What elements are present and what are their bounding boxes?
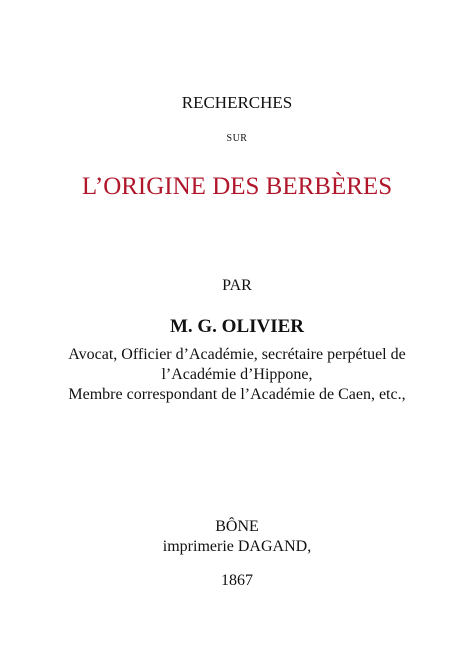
book-title: L’ORIGINE DES BERBÈRES [81, 173, 393, 200]
author-description-line: Membre correspondant de l’Académie de Caen, etc., [68, 386, 406, 403]
heading-text: RECHERCHES [181, 93, 293, 112]
publication-year: 1867 [221, 572, 253, 589]
author-description-line: l’Académie d’Hippone, [161, 366, 313, 383]
by-text: PAR [222, 277, 252, 294]
connector-text: SUR [226, 133, 248, 144]
publication-place: BÔNE [215, 518, 259, 535]
author-description-line: Avocat, Officier d’Académie, secrétaire perpétuel de [68, 346, 406, 363]
printer-name: imprimerie DAGAND, [162, 538, 312, 555]
author-name: M. G. OLIVIER [169, 316, 305, 337]
